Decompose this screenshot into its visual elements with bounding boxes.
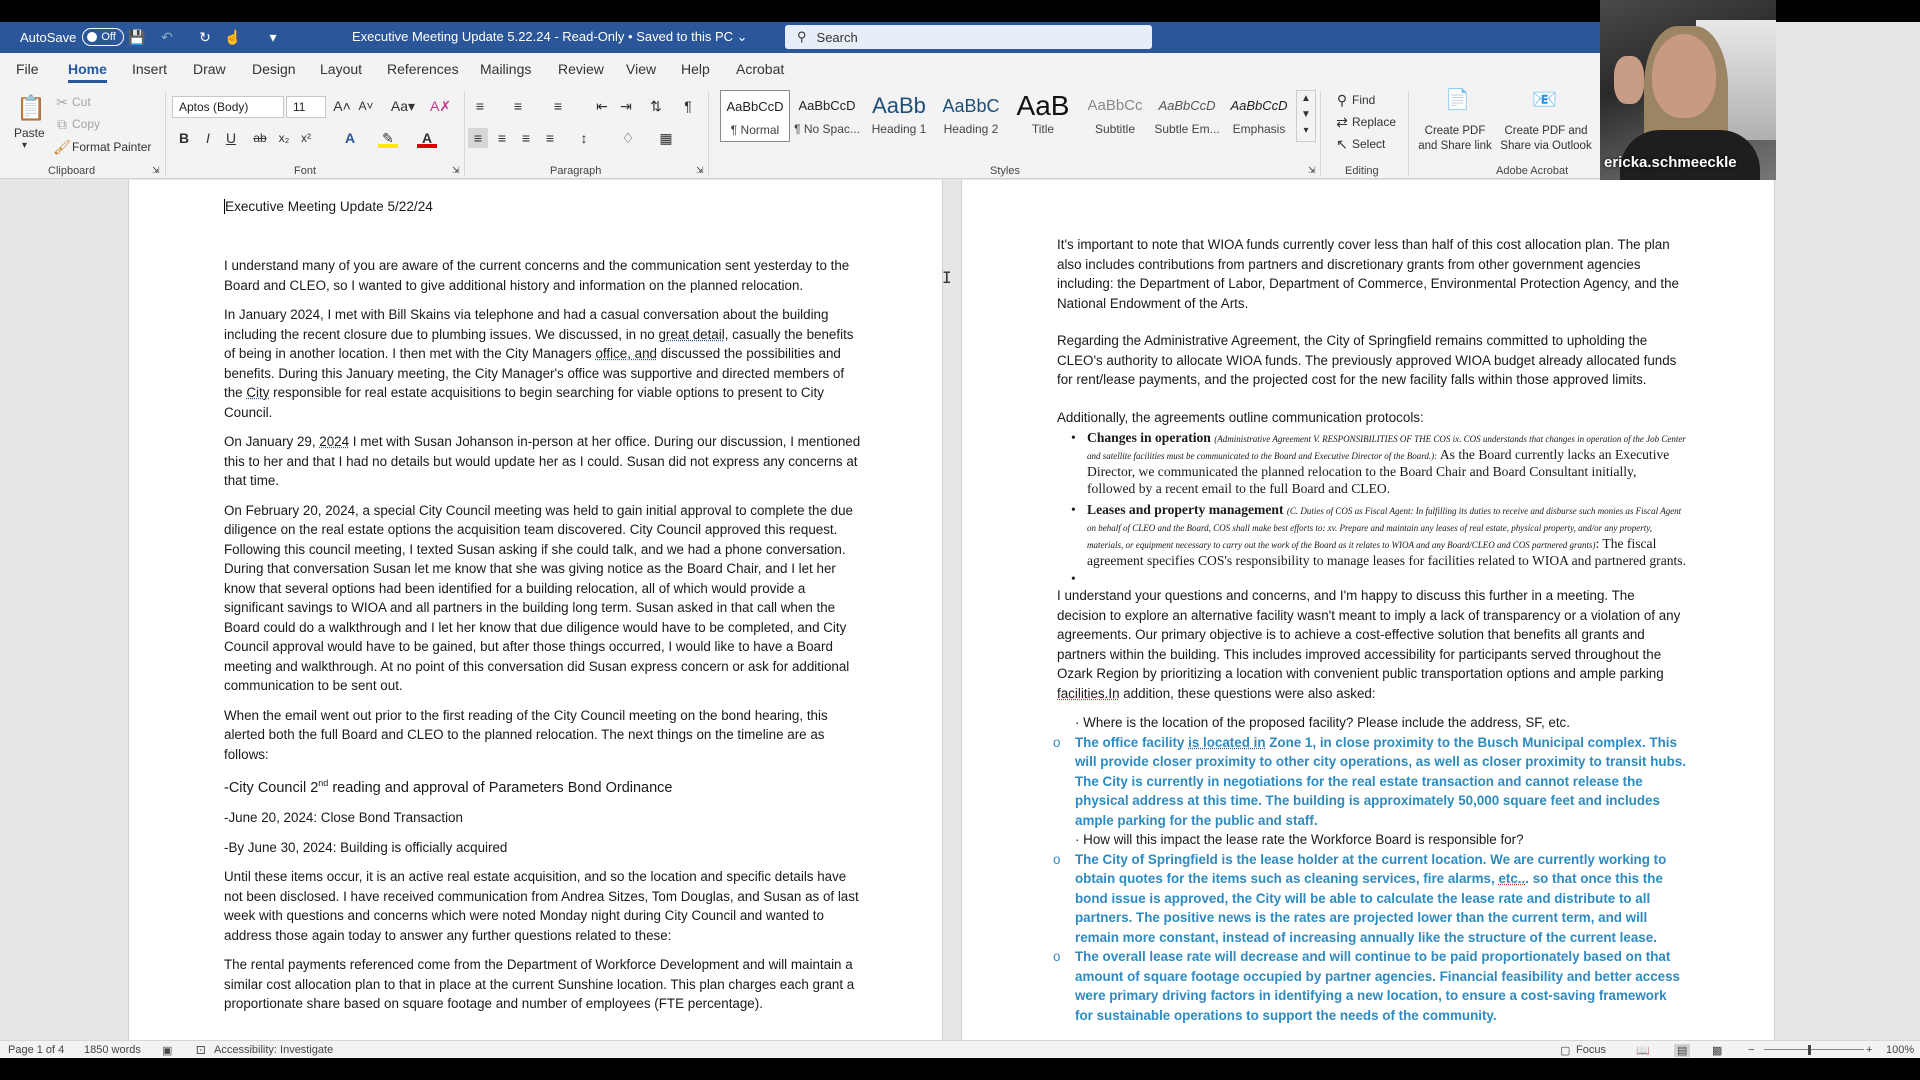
style-preview: AaBbCcD xyxy=(798,98,856,113)
tab-draw[interactable]: Draw xyxy=(193,61,226,77)
text-run: The office facility xyxy=(1075,734,1189,750)
borders-icon[interactable]: ▦ xyxy=(659,130,673,146)
style-preview: AaBbCc xyxy=(1087,97,1143,114)
paragraph xyxy=(1057,586,1687,703)
text-run: The City of Springfield is the lease holder at the current location. We are currently working to obtain quotes for the items such as cleaning services, fire alarms, xyxy=(1075,851,1667,886)
style-preview: AaBbCcD xyxy=(1230,98,1288,113)
font-group-label: Font xyxy=(294,165,317,177)
question: · Where is the location of the proposed facility? Please include the address, SF, etc. xyxy=(1075,715,1570,730)
bullet-icon: • xyxy=(1071,502,1076,517)
editing-group-label: Editing xyxy=(1345,165,1379,177)
autosave-state: Off xyxy=(101,31,116,43)
tab-layout[interactable]: Layout xyxy=(320,61,363,77)
shading-icon[interactable]: ♢ xyxy=(621,130,635,146)
zoom-level[interactable]: 100% xyxy=(1886,1044,1915,1056)
style-preview: AaBbC xyxy=(942,96,1000,116)
style-name: Subtle Em... xyxy=(1154,122,1220,136)
zoom-in-icon[interactable]: + xyxy=(1866,1044,1873,1056)
style-no-spacing[interactable] xyxy=(792,90,862,142)
print-layout-icon[interactable]: ▤ xyxy=(1674,1044,1690,1057)
bullets-icon[interactable]: ≡ xyxy=(475,98,485,114)
text-run: discussed the possibilities and benefits. During this January meeting, the City Manager's office was supportive and directed members of the xyxy=(224,346,845,400)
ribbon-divider xyxy=(1408,92,1409,176)
person-hand xyxy=(1614,56,1644,104)
subscript-icon[interactable]: x₂ xyxy=(278,131,290,145)
font-size-combo[interactable]: 11 xyxy=(286,96,326,118)
styles-gallery-more-icon[interactable]: ▲ ▼ ▾ xyxy=(1296,90,1316,142)
style-normal[interactable] xyxy=(720,90,790,142)
paste-button[interactable]: Paste xyxy=(14,126,45,140)
text-run: I understand your questions and concerns, and I'm happy to discuss this further in a meeting. The decision to explore an alternative facility wasn't meant to imply a lack of transparency or a violation of any agreements. Our primary objective is to achieve a cost-effective solution that benefits all grants and partners within the building. This includes improved accessibility for participants served throughout the Ozark Region by prioritizing a location with convenient public transportation options and ample parking xyxy=(1057,588,1681,681)
find-button[interactable]: Find xyxy=(1352,93,1376,107)
style-preview: AaBbCcD xyxy=(726,99,784,114)
tab-review[interactable]: Review xyxy=(558,61,604,77)
ribbon-divider xyxy=(1320,92,1321,176)
text-run: City xyxy=(246,385,270,400)
font-color-icon[interactable]: A xyxy=(417,128,437,148)
justify-icon[interactable]: ≡ xyxy=(545,130,555,146)
underline-icon[interactable]: U xyxy=(225,130,237,146)
focus-icon: ▢ xyxy=(1560,1045,1571,1057)
align-right-icon[interactable]: ≡ xyxy=(521,130,531,146)
bullet-heading: Leases and property management xyxy=(1087,502,1284,517)
superscript-icon[interactable]: x² xyxy=(301,131,311,145)
text-run: addition, these questions were also asked: xyxy=(1119,685,1376,701)
show-marks-icon[interactable]: ¶ xyxy=(684,98,692,114)
search-placeholder: Search xyxy=(816,29,858,45)
replace-button[interactable]: Replace xyxy=(1352,115,1397,129)
sub-bullet-icon: o xyxy=(1053,851,1061,867)
bullet-item xyxy=(1057,501,1687,569)
clear-formatting-icon[interactable]: A✗ xyxy=(430,98,452,114)
text-run: etc.. xyxy=(1498,871,1526,886)
style-name: Heading 2 xyxy=(943,122,999,136)
paragraph: It's important to note that WIOA funds currently cover less than half of this cost allocation plan. The plan also includes contributions from partners and discretionary grants from other government agencies including: the Department of Labor, Department of Commerce, Environmental Protection Agency, and the National Endowment of the Arts. xyxy=(1057,237,1680,311)
proofing-icon[interactable]: ▣ xyxy=(162,1045,173,1057)
strikethrough-icon[interactable]: ab xyxy=(253,131,267,145)
web-layout-icon[interactable]: ▩ xyxy=(1712,1045,1723,1057)
paste-dropdown-icon[interactable]: ▾ xyxy=(22,140,28,151)
bullet-citation: (Administrative Agreement V. RESPONSIBILITIES OF THE COS ix. COS understands that changes in operation of the Job Center and satellite facilities must be communicated to the Board and Executive Director of the Board.): xyxy=(1087,434,1686,461)
page-1[interactable] xyxy=(128,180,943,1048)
bullet-text: : The fiscal agreement specifies COS's responsibility to manage leases for facilities related to WIOA and partnered grants. xyxy=(1087,536,1687,568)
highlight-color-icon[interactable]: ✎ xyxy=(378,128,398,148)
customize-qat-icon[interactable]: ▾ xyxy=(269,29,277,45)
create-pdf-outlook-button[interactable]: Create PDF and Share via Outlook xyxy=(1500,125,1592,152)
body-text-left[interactable] xyxy=(224,256,864,1024)
numbering-icon[interactable]: ≡ xyxy=(513,98,523,114)
text-run: facilities.In xyxy=(1057,685,1120,701)
multilevel-list-icon[interactable]: ≡ xyxy=(553,98,563,114)
style-name: Subtitle xyxy=(1094,122,1136,136)
copy-button[interactable]: Copy xyxy=(72,117,101,131)
style-name: ¶ No Spac... xyxy=(794,122,860,136)
text-run: office, and xyxy=(595,346,657,361)
style-heading-2[interactable] xyxy=(936,90,1006,142)
find-icon[interactable]: ⚲ xyxy=(1336,92,1348,108)
ribbon-divider xyxy=(165,92,166,176)
align-center-icon[interactable]: ≡ xyxy=(497,130,507,146)
person-face xyxy=(1652,34,1716,118)
styles-group-label: Styles xyxy=(990,165,1020,177)
sub-bullet-icon: o xyxy=(1053,949,1061,964)
paragraph: The rental payments referenced come from the Department of Workforce Development and will maintain a similar cost allocation plan to that in place at the current Sunshine location. This plan charges each grant a proportionate share based on square footage and number of employees (FTE percentage). xyxy=(224,957,855,1012)
redo-icon[interactable]: ↻ xyxy=(199,29,211,45)
style-name: Title xyxy=(1031,122,1055,136)
line-spacing-icon[interactable]: ↕ xyxy=(580,130,588,146)
shrink-font-icon[interactable]: A˅ xyxy=(358,99,374,113)
style-name: Heading 1 xyxy=(871,122,927,136)
text-run: nd xyxy=(318,778,329,788)
touch-mode-icon[interactable]: ☝ xyxy=(224,29,242,45)
cut-icon[interactable]: ✂ xyxy=(56,94,68,110)
paragraph-launcher-icon[interactable]: ⇲ xyxy=(696,165,704,175)
style-preview: AaBb xyxy=(872,93,926,118)
font-name-combo[interactable]: Aptos (Body) xyxy=(172,96,284,118)
paragraph xyxy=(224,305,864,422)
status-bar xyxy=(0,1040,1920,1058)
change-case-icon[interactable]: Aa▾ xyxy=(390,98,416,114)
tab-file[interactable]: File xyxy=(16,61,39,77)
paragraph: I understand many of you are aware of the current concerns and the communication sent yesterday to the Board and CLEO, so I wanted to give additional history and information on the planned relocation. xyxy=(224,258,850,293)
ribbon-divider xyxy=(464,92,465,176)
style-subtle-emphasis[interactable] xyxy=(1152,90,1222,142)
timeline-item: -June 20, 2024: Close Bond Transaction xyxy=(224,810,463,826)
ribbon-divider xyxy=(708,92,709,176)
bullet-item-empty xyxy=(1057,569,1687,586)
bullet-citation: (C. Duties of COS as Fiscal Agent: In fulfilling its duties to receive and disburse such monies as Fiscal Agent on behalf of CLEO and the Board, COS shall make best efforts to: xv. Prepare and maintain any leases of real estate, physical property, and/or any property, materials, or equipment necessary to carry out the work of the Board as it relates to WIOA and any Board/CLEO and COS partnered grants) xyxy=(1087,506,1682,550)
bottom-black-strip xyxy=(0,1058,1920,1080)
body-text-right[interactable] xyxy=(1053,235,1687,1025)
text-run: On January 29, xyxy=(224,434,320,449)
paragraph: Additionally, the agreements outline communication protocols: xyxy=(1057,409,1424,425)
text-effects-icon[interactable]: A xyxy=(344,130,356,146)
sub-bullet-icon: o xyxy=(1053,734,1061,750)
sort-icon[interactable]: ⇅ xyxy=(650,98,662,114)
text-run: responsible for real estate acquisitions to begin searching for viable options to present to City Council. xyxy=(224,385,824,420)
search-box[interactable] xyxy=(785,25,1152,49)
question: · How will this impact the lease rate the Workforce Board is responsible for? xyxy=(1075,832,1524,847)
answer xyxy=(1053,850,1687,948)
align-left-icon[interactable]: ≡ xyxy=(468,128,488,148)
ribbon xyxy=(0,86,1600,179)
word-count[interactable]: 1850 words xyxy=(84,1044,141,1056)
paragraph: When the email went out prior to the first reading of the City Council meeting on the bond hearing, this alerted both the full Board and CLEO to the planned relocation. The next things on the timeline are as follows: xyxy=(224,707,828,762)
text-run: Zone 1, in close proximity to the Busch Municipal complex. This will provide closer proximity to other city operations, as well as closer proximity to transit hubs. The City is currently in negotiations for the real estate transaction and cannot release the physical address at this time. The building is approximately 50,000 square feet and includes ample parking for the public and staff. xyxy=(1075,734,1686,828)
bullet-heading: Changes in operation xyxy=(1087,430,1211,445)
text-run: The overall lease rate will decrease and will continue to be paid proportionately based on that amount of square footage occupied by partner agencies. Financial feasibility and better access were primary driving factors in identifying a new location, to ensure a cost-saving framework for sustainable operations to support the needs of the community. xyxy=(1075,949,1680,1023)
style-emphasis[interactable] xyxy=(1224,90,1294,142)
create-pdf-share-icon[interactable]: 📄 xyxy=(1445,89,1470,111)
document-area[interactable] xyxy=(0,180,1920,1048)
font-launcher-icon[interactable]: ⇲ xyxy=(452,165,460,175)
paragraph: Until these items occur, it is an active real estate acquisition, and so the location and specific details have not been disclosed. I have received communication from Andrea Sitzes, Tom Douglas, and Susan as of last week with questions and concerns which were noted Monday night during City Council and wanted to address those again today to answer any further questions related to these: xyxy=(224,869,859,943)
title-bar xyxy=(0,22,1600,53)
document-title[interactable]: Executive Meeting Update 5.22.24 - Read-Only • Saved to this PC ⌄ xyxy=(352,29,748,44)
clipboard-launcher-icon[interactable]: ⇲ xyxy=(152,165,160,175)
text-run: In January 2024, I met with Bill Skains via telephone and had a casual conversation about the building including the recent closure due to plumbing issues. We discussed, in no xyxy=(224,307,829,342)
question-list xyxy=(1053,713,1687,1025)
text-run: 2024 xyxy=(319,434,350,449)
undo-icon[interactable]: ↶ xyxy=(161,29,173,45)
focus-button[interactable]: Focus xyxy=(1576,1044,1606,1056)
adobe-acrobat-group-label: Adobe Acrobat xyxy=(1496,165,1569,177)
text-run: great detail xyxy=(658,326,725,342)
participant-name: ericka.schmeeckle xyxy=(1604,154,1737,171)
cut-button[interactable]: Cut xyxy=(72,95,91,109)
create-pdf-share-link-button[interactable]: Create PDF and Share link xyxy=(1418,125,1492,152)
zoom-slider-thumb[interactable] xyxy=(1808,1045,1811,1055)
zoom-out-icon[interactable]: − xyxy=(1748,1044,1755,1056)
italic-icon[interactable]: I xyxy=(206,130,210,146)
page-count[interactable]: Page 1 of 4 xyxy=(8,1044,65,1056)
ribbon-tabs xyxy=(0,53,1600,86)
select-icon[interactable]: ↖ xyxy=(1336,136,1348,152)
tab-mailings[interactable]: Mailings xyxy=(480,61,532,77)
paragraph: Regarding the Administrative Agreement, the City of Springfield remains committed to upholding the CLEO's authority to allocate WIOA funds. The previously approved WIOA budget already allocated funds for rent/lease payments, and the projected cost for the new facility falls within those approved limits. xyxy=(1057,333,1677,387)
tab-view[interactable]: View xyxy=(626,61,657,77)
webcam-video-overlay xyxy=(1600,0,1776,180)
text-run: , casually the benefits of being in another location. I then met with the City Managers xyxy=(224,326,854,361)
tab-acrobat[interactable]: Acrobat xyxy=(736,61,785,77)
paragraph: On February 20, 2024, a special City Council meeting was held to gain initial approval to complete the due diligence on the real estate options the acquisition team discovered. City Council approved this request. Following this council meeting, I texted Susan asking if she could talk, and we had a phone conversation. During that conversation Susan let me know that she was giving notice as the Board Chair, and I let her know that several options had been identified for a building relocation, all of which would provide a significant savings to WIOA and all partners in the building long term. Susan asked in that call when the Board could do a walkthrough and I let her know that due diligence would have to be completed, and City Council approval would have to be gained, but after those things occurred, I would like to have a Board meeting and walkthrough. At no point of this conversation did Susan express concern or ask for additional communication to be sent out. xyxy=(224,502,853,693)
search-icon: ⚲ xyxy=(797,29,807,44)
tab-insert[interactable]: Insert xyxy=(132,61,168,77)
toggle-dot-icon xyxy=(87,32,97,42)
tab-design[interactable]: Design xyxy=(252,61,296,77)
bullet-icon: • xyxy=(1071,571,1076,586)
document-title-line[interactable] xyxy=(224,197,864,217)
bold-icon[interactable]: B xyxy=(178,130,190,146)
increase-indent-icon[interactable]: ⇥ xyxy=(620,98,632,114)
style-title[interactable] xyxy=(1008,90,1078,142)
create-pdf-outlook-icon[interactable]: 📧 xyxy=(1532,89,1557,111)
style-name: Emphasis xyxy=(1232,122,1286,136)
bullet-icon: • xyxy=(1071,430,1076,445)
zoom-slider[interactable] xyxy=(1764,1049,1864,1050)
style-heading-1[interactable] xyxy=(864,90,934,142)
text-run: -City Council 2 xyxy=(224,779,319,796)
format-painter-icon[interactable]: 🖌 xyxy=(53,139,71,155)
text-run: I met with Susan Johanson in-person at her office. During our discussion, I mentioned this to her and that I had no details but would update her as I could. Susan did not express any concerns at that time. xyxy=(224,434,861,488)
style-preview: AaBbCcD xyxy=(1158,98,1216,113)
styles-launcher-icon[interactable]: ⇲ xyxy=(1308,165,1316,175)
autosave-toggle[interactable] xyxy=(20,28,124,46)
accessibility-icon: ⚀ xyxy=(196,1045,206,1057)
autosave-label: AutoSave xyxy=(20,29,77,45)
style-preview: AaB xyxy=(1016,90,1070,121)
timeline-item: -By June 30, 2024: Building is officially acquired xyxy=(224,839,508,855)
page-2[interactable] xyxy=(961,180,1775,1048)
save-icon[interactable]: 💾 xyxy=(128,29,146,45)
answer xyxy=(1053,947,1687,1025)
replace-icon[interactable]: ⇄ xyxy=(1336,114,1348,130)
style-subtitle[interactable] xyxy=(1080,90,1150,142)
doc-heading: Executive Meeting Update 5/22/24 xyxy=(225,199,433,214)
style-name: ¶ Normal xyxy=(730,123,780,137)
copy-icon[interactable]: ⧉ xyxy=(57,116,67,132)
read-mode-icon[interactable]: 📖 xyxy=(1636,1045,1650,1057)
select-button[interactable]: Select xyxy=(1352,137,1386,151)
grow-font-icon[interactable]: A˄ xyxy=(333,98,351,114)
autosave-switch[interactable] xyxy=(82,28,124,46)
tab-home[interactable]: Home xyxy=(68,61,107,77)
text-cursor-icon: I xyxy=(942,268,952,287)
answer xyxy=(1053,733,1687,831)
format-painter-button[interactable]: Format Painter xyxy=(72,140,152,154)
text-run: is located in xyxy=(1188,734,1266,750)
bullet-item xyxy=(1057,429,1687,497)
clipboard-group-label: Clipboard xyxy=(48,165,96,177)
tab-help[interactable]: Help xyxy=(681,61,710,77)
timeline-item xyxy=(224,774,864,798)
accessibility-status[interactable]: Accessibility: Investigate xyxy=(214,1044,334,1056)
paragraph-group-label: Paragraph xyxy=(550,165,602,177)
text-run: reading and approval of Parameters Bond Ordinance xyxy=(328,779,673,796)
text-run: . so that once this the bond issue is approved, the City will be able to calculate the lease rate and distribute to all partners. The positive news is the rates are projected lower than the current term, and will remain more constant, instead of increasing annually like the structure of the current lease. xyxy=(1075,871,1663,945)
tab-references[interactable]: References xyxy=(387,61,459,77)
paste-icon[interactable]: 📋 xyxy=(16,95,46,122)
bullet-text: As the Board currently lacks an Executive Director, we communicated the planned relocation to the Board Chair and Board Consultant initially, followed by a recent email to the full Board and CLEO. xyxy=(1087,447,1670,496)
decrease-indent-icon[interactable]: ⇤ xyxy=(596,98,608,114)
paragraph xyxy=(224,432,864,491)
